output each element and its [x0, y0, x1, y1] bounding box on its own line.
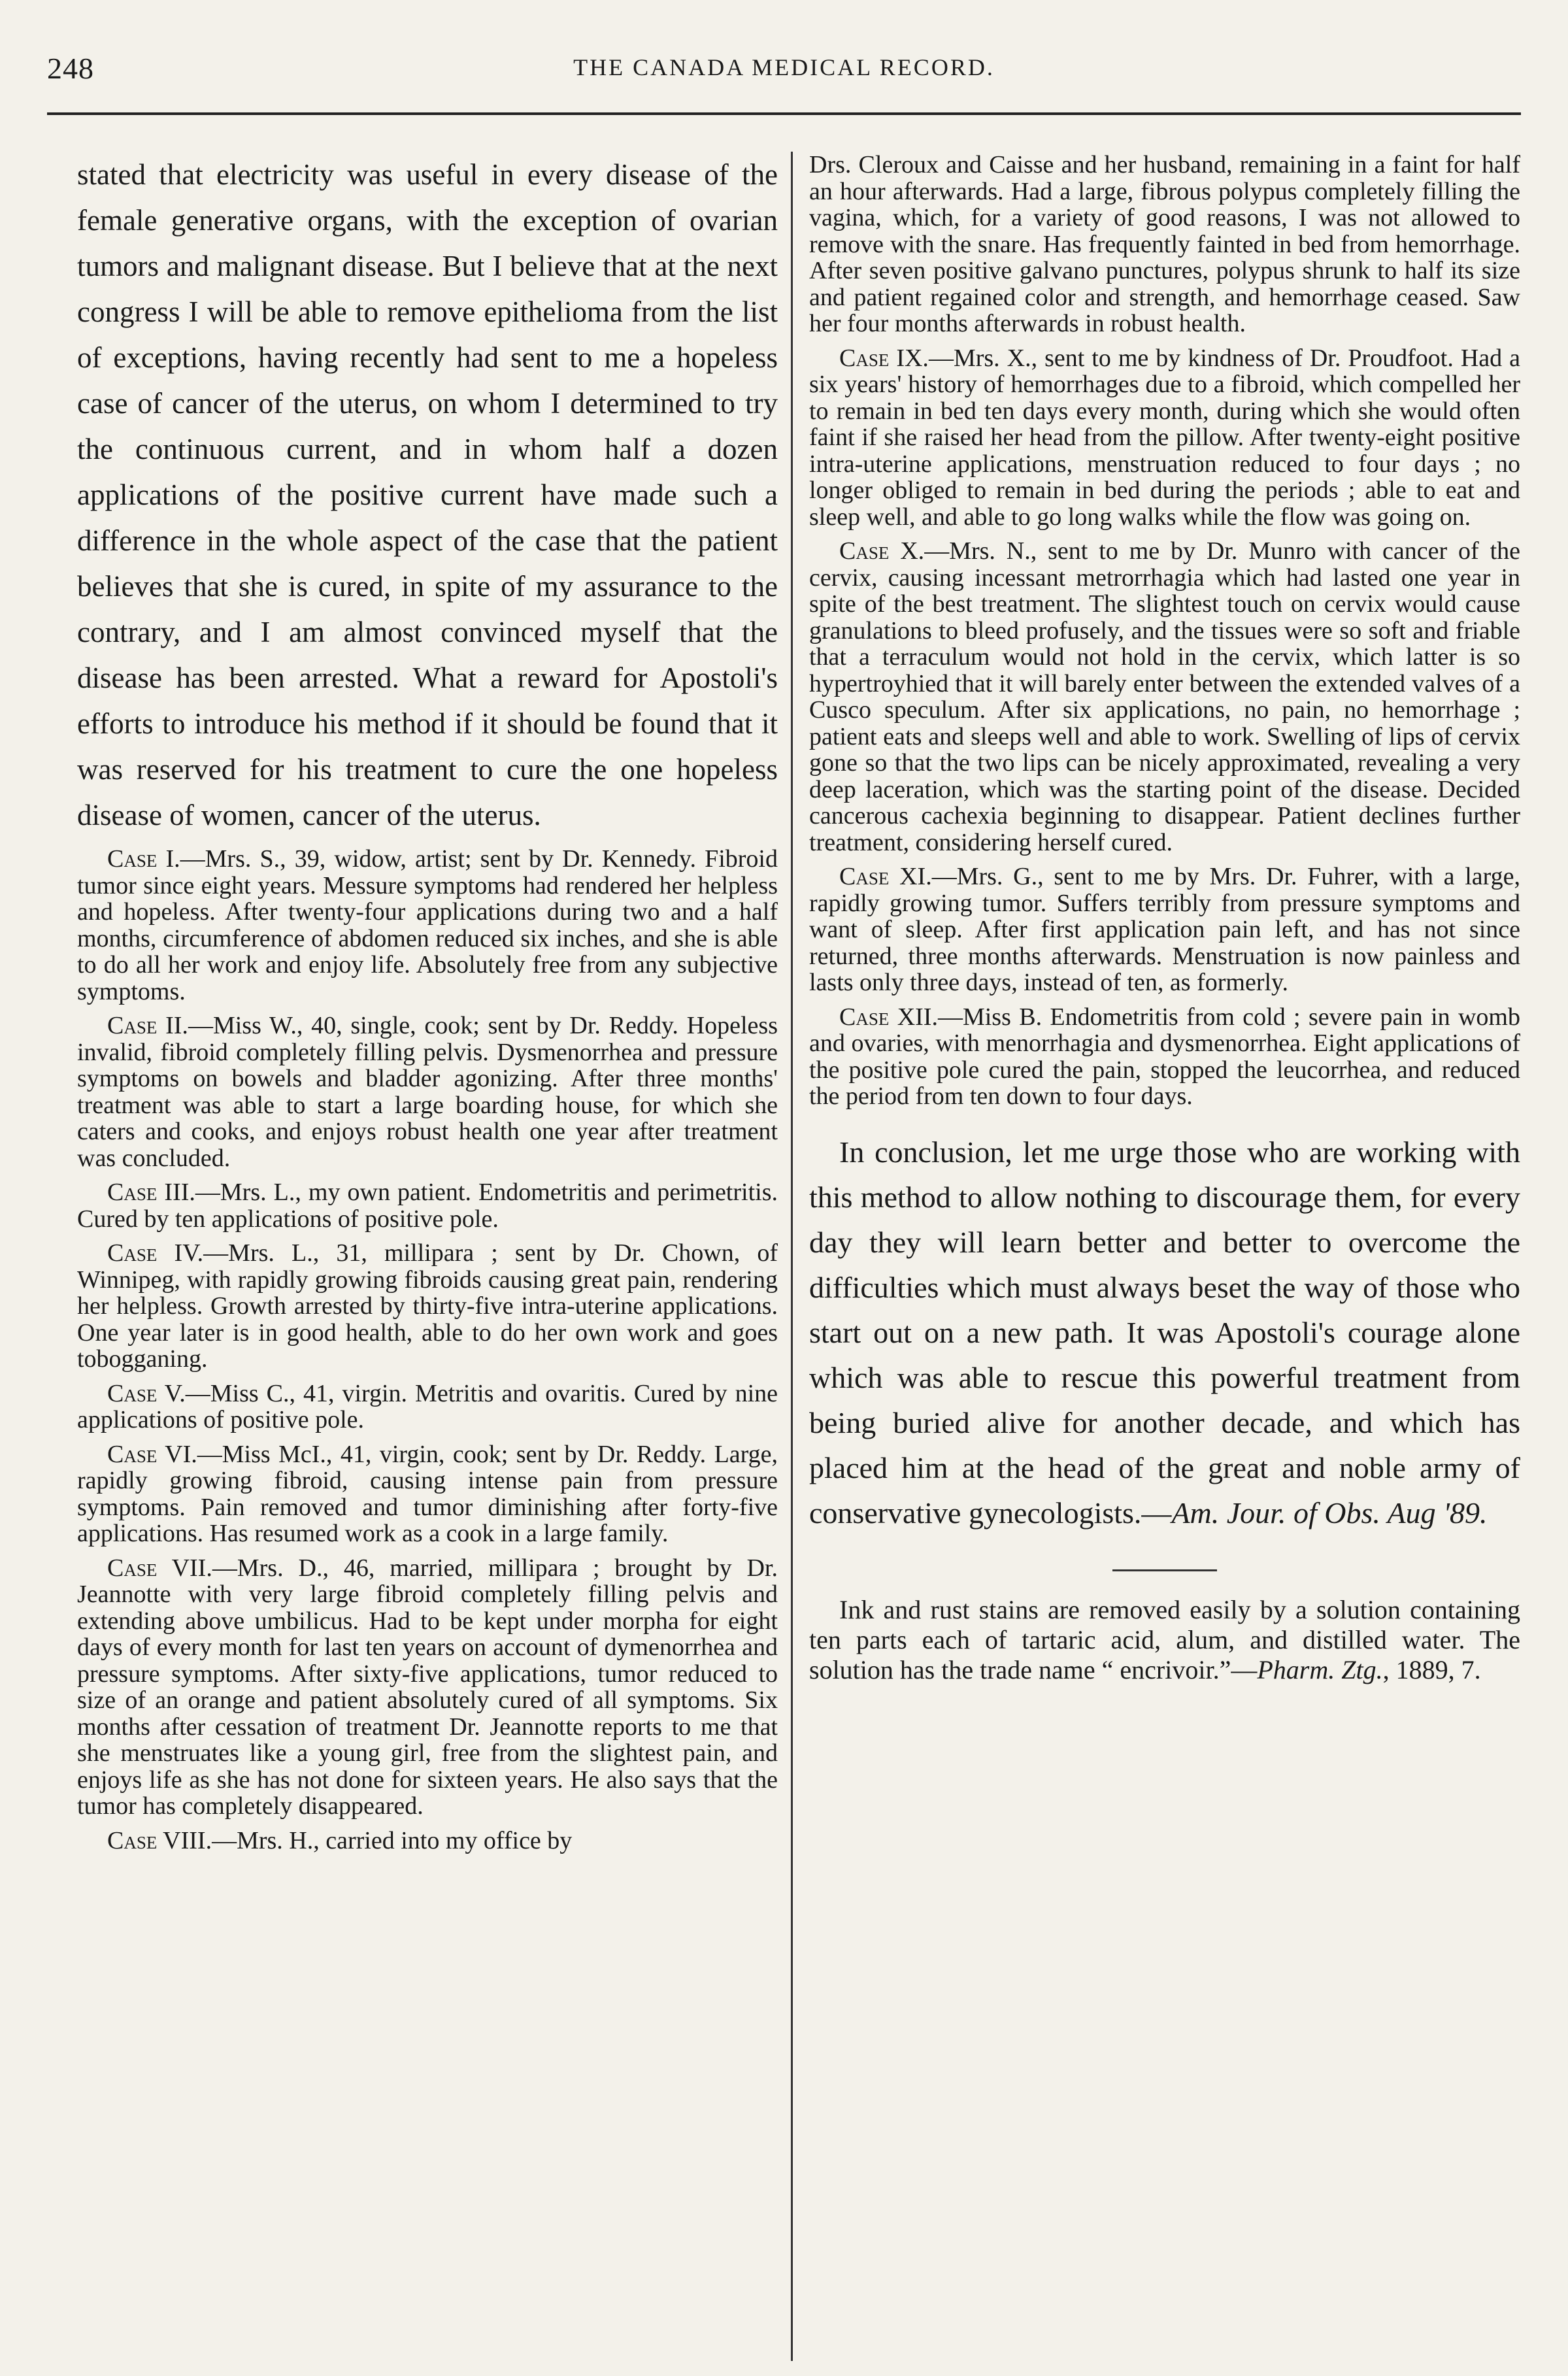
case-paragraph	[809, 345, 1520, 531]
case-paragraph	[809, 538, 1520, 856]
case-text: —Mrs. X., sent to me by kindness of Dr. Proudfoot. Had a six years' history of hemorrhages due to a fibroid, which compelled her to remain in bed ten days every month, during which she would often faint if she raised her head from the pillow. After twenty-eight positive intra-uterine applications, menstruation reduced to four days ; no longer obliged to remain in bed during the periods ; able to eat and sleep well, and able to go long walks while the flow was going on.	[809, 344, 1520, 531]
case-text: —Mrs. L., my own patient. Endometritis and perimetritis. Cured by ten applications of positive pole.	[77, 1179, 778, 1233]
case-text: —Mrs. H., carried into my office by	[212, 1826, 573, 1854]
note-tail: , 1889, 7.	[1382, 1654, 1481, 1684]
case-label: Case VIII.	[107, 1826, 212, 1854]
case-paragraph	[77, 1555, 778, 1820]
case-label: Case II.	[107, 1012, 188, 1039]
case-label: Case VI.	[107, 1440, 197, 1468]
case-label: Case III.	[107, 1179, 195, 1206]
section-rule	[1112, 1569, 1217, 1571]
case-text: —Mrs. L., 31, millipara ; sent by Dr. Chown, of Winnipeg, with rapidly growing fibroids causing great pain, rendering her helpless. Growth arrested by thirty-five intra-uterine applications. One year later is in good health, able to do her own work and goes tobogganing.	[77, 1239, 778, 1373]
case-text: —Miss McI., 41, virgin, cook; sent by Dr. Reddy. Large, rapidly growing fibroid, causing intense pain from pressure symptoms. Pain removed and tumor diminishing after forty-five applications. Has resumed work as a cook in a large family.	[77, 1440, 778, 1547]
column-divider	[791, 152, 793, 2361]
case-text: —Miss C., 41, virgin. Metritis and ovaritis. Cured by nine applications of positive pole.	[77, 1379, 778, 1433]
conclusion-text: In conclusion, let me urge those who are working with this method to allow nothing to discourage them, for every day they will learn better and better to overcome the difficulties which must always beset the way of those who start out on a new path. It was Apostoli's courage alone which was able to rescue this powerful treatment from being buried alive for another decade, and which has placed him at the head of the great and noble army of conservative gynecologists.—	[809, 1135, 1520, 1530]
case-paragraph	[809, 1004, 1520, 1110]
case-label: Case VII.	[107, 1554, 212, 1582]
left-column	[77, 152, 778, 1854]
header-rule	[47, 112, 1521, 115]
case-paragraph	[77, 1828, 778, 1854]
case-label: Case X.	[839, 537, 925, 565]
case-label: Case I.	[107, 845, 180, 873]
right-column	[809, 152, 1520, 1685]
page-number: 248	[47, 52, 94, 85]
note-text: Ink and rust stains are removed easily by a solution containing ten parts each of tartaric acid, alum, and distilled water. The solution has the trade name “ encrivoir.”—	[809, 1594, 1520, 1684]
case-text: —Mrs. D., 46, married, millipara ; brought by Dr. Jeannotte with very large fibroid completely filling pelvis and extending above umbilicus. Had to be kept under morpha for eight days of every month for last ten years on account of dymenorrhea and pressure symptoms. After sixty-five applications, tumor reduced to size of an orange and patient absolutely cured of all symptoms. Six months after cessation of treatment Dr. Jeannotte reports to me that she menstruates like a young girl, free from the slightest pain, and enjoys life as she has not done for sixteen years. He also says that the tumor has completely disappeared.	[77, 1554, 778, 1820]
case-label: Case IX.	[839, 344, 929, 372]
case-paragraph	[77, 1380, 778, 1433]
continuation-paragraph: Drs. Cleroux and Caisse and her husband, remaining in a faint for half an hour afterwards. Had a large, fibrous polypus completely filling the vagina, which, for a variety of good reasons, I was not allowed to remove with the snare. Has frequently fainted in bed from hemorrhage. After seven positive galvano punctures, polypus shrunk to half its size and patient regained color and strength, and hemorrhage ceased. Saw her four months afterwards in robust health.	[809, 151, 1520, 337]
case-paragraph	[77, 1179, 778, 1232]
intro-paragraph: stated that electricity was useful in every disease of the female generative organs, with the exception of ovarian tumors and malignant disease. But I believe that at the next congress I will be able to remove epithelioma from the list of exceptions, having recently had sent to me a hopeless case of cancer of the uterus, on whom I determined to try the continuous current, and in whom half a dozen applications of the positive current have made such a difference in the whole aspect of the case that the patient believes that she is cured, in spite of my assurance to the contrary, and I am almost convinced myself that the disease has been arrested. What a reward for Apostoli's efforts to introduce his method if it should be found that it was reserved for his treatment to cure the one hopeless disease of women, cancer of the uterus.	[77, 158, 778, 831]
note-paragraph	[809, 1595, 1520, 1685]
case-label: Case XII.	[839, 1003, 938, 1031]
case-text: —Mrs. S., 39, widow, artist; sent by Dr. Kennedy. Fibroid tumor since eight years. Messure symptoms had rendered her helpless and hopeless. After twenty-four applications during two and a half months, circumference of abdomen reduced six inches, and she is able to do all her work and enjoy life. Absolutely free from any subjective symptoms.	[77, 845, 778, 1005]
case-text: —Miss W., 40, single, cook; sent by Dr. Reddy. Hopeless invalid, fibroid completely filling pelvis. Dysmenorrhea and pressure symptoms on bowels and bladder agonizing. After three months' treatment was able to start a large boarding house, for which she caters and cooks, and enjoys robust health one year after treatment was concluded.	[77, 1012, 778, 1172]
case-paragraph	[77, 1012, 778, 1171]
case-text: —Mrs. G., sent to me by Mrs. Dr. Fuhrer, with a large, rapidly growing tumor. Suffers terribly from pressure symptoms and want of sleep. After first application pain left, and has not since returned, three months afterwards. Menstruation is now painless and lasts only three days, instead of ten, as formerly.	[809, 863, 1520, 996]
case-label: Case V.	[107, 1379, 186, 1407]
case-label: Case XI.	[839, 863, 932, 890]
page-header	[47, 51, 1521, 97]
case-paragraph	[77, 1441, 778, 1547]
note-source: Pharm. Ztg.	[1257, 1654, 1383, 1684]
case-text: —Mrs. N., sent to me by Dr. Munro with cancer of the cervix, causing incessant metrorrhagia which had lasted one year in spite of the best treatment. The slightest touch on cervix would cause granulations to bleed profusely, and the tissues were so soft and friable that a terraculum would not hold in the cervix, which latter is so hypertroyhied that it will barely enter between the extended valves of a Cusco speculum. After six applications, no pain, no hemorrhage ; patient eats and sleeps well and able to work. Swelling of lips of cervix gone so that the two lips can be nicely approximated, revealing a very deep laceration, which was the starting point of the disease. Decided cancerous cachexia beginning to disappear. Patient declines further treatment, considering herself cured.	[809, 537, 1520, 856]
case-paragraph	[77, 1240, 778, 1373]
case-paragraph	[77, 846, 778, 1005]
conclusion-paragraph	[809, 1129, 1520, 1535]
conclusion-source: Am. Jour. of Obs. Aug '89.	[1171, 1496, 1488, 1530]
journal-title: THE CANADA MEDICAL RECORD.	[573, 54, 995, 80]
case-paragraph	[809, 863, 1520, 996]
case-label: Case IV.	[107, 1239, 204, 1267]
case-text: —Miss B. Endometritis from cold ; severe pain in womb and ovaries, with menorrhagia and dysmenorrhea. Eight applications of the positive pole cured the pain, stopped the leucorrhea, and reduced the period from ten down to four days.	[809, 1003, 1520, 1110]
